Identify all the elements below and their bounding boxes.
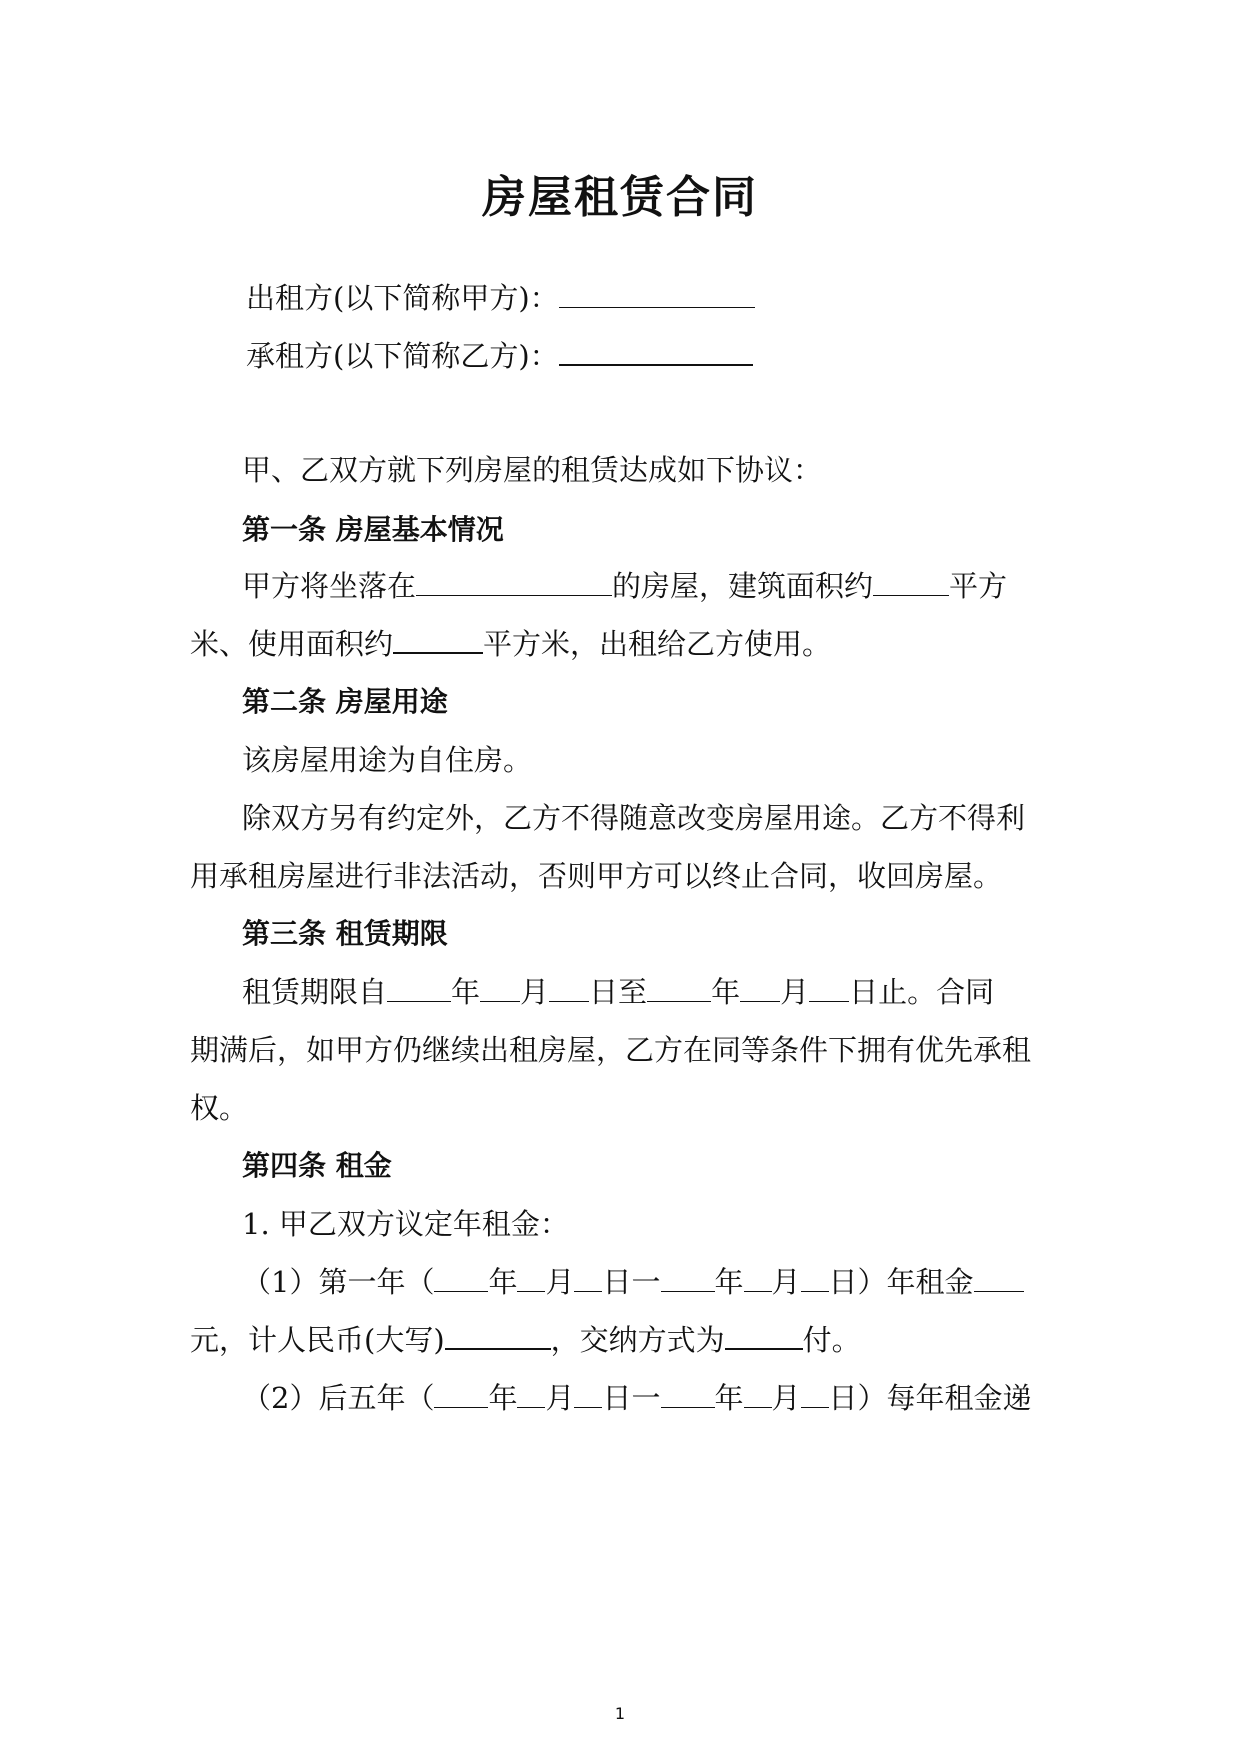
text-segment: 日一: [602, 1265, 661, 1299]
document-title: 房屋租赁合同: [482, 172, 758, 223]
lessee-blank[interactable]: [559, 334, 753, 366]
article2-heading: 第二条 房屋用途: [242, 685, 448, 718]
text-segment: 年: [451, 975, 481, 1009]
payment-method-blank[interactable]: [725, 1318, 803, 1350]
rent-start-day-blank[interactable]: [574, 1261, 602, 1292]
lessee-label: 承租方(以下简称乙方)：: [246, 339, 559, 373]
lessee-line: [246, 334, 1126, 378]
text-segment: 月: [520, 975, 550, 1009]
article4-heading: 第四条 租金: [242, 1149, 392, 1182]
text-segment: （2）后五年（: [242, 1381, 435, 1415]
text-segment: 日止。合同: [849, 975, 995, 1009]
intro-text: 甲、乙双方就下列房屋的租赁达成如下协议：: [242, 453, 823, 487]
text-segment: 租赁期限自: [242, 975, 388, 1009]
annual-rent-blank[interactable]: [974, 1261, 1024, 1292]
start-day-blank[interactable]: [549, 971, 589, 1002]
rent-end-year-blank[interactable]: [661, 1261, 715, 1292]
later-start-day-blank[interactable]: [574, 1377, 602, 1408]
lessor-label: 出租方(以下简称甲方)：: [246, 281, 559, 315]
text-segment: 月: [780, 975, 810, 1009]
later-start-month-blank[interactable]: [517, 1377, 545, 1408]
text-segment: 甲方将坐落在: [242, 569, 417, 603]
text-segment: 付。: [802, 1323, 861, 1357]
article2-p1: 该房屋用途为自住房。: [242, 743, 533, 777]
article2-p2-line1: 除双方另有约定外，乙方不得随意改变房屋用途。乙方不得利: [242, 801, 1026, 835]
lessor-line: [246, 276, 1126, 320]
page-number: 1: [614, 1704, 626, 1723]
text-segment: 的房屋，建筑面积约: [612, 569, 874, 603]
text-segment: 年: [488, 1381, 518, 1415]
text-segment: 年: [488, 1265, 518, 1299]
rent-start-year-blank[interactable]: [434, 1261, 488, 1292]
rent-start-month-blank[interactable]: [517, 1261, 545, 1292]
text-segment: 平方米，出租给乙方使用。: [483, 627, 832, 661]
article4-item1-line2: [190, 1318, 1070, 1362]
later-end-month-blank[interactable]: [744, 1377, 772, 1408]
article3-line2: 期满后，如甲方仍继续出租房屋，乙方在同等条件下拥有优先承租: [190, 1033, 1032, 1067]
later-start-year-blank[interactable]: [434, 1377, 488, 1408]
location-blank[interactable]: [416, 565, 612, 596]
start-month-blank[interactable]: [480, 971, 520, 1002]
usable-area-blank[interactable]: [393, 622, 483, 654]
rent-end-month-blank[interactable]: [744, 1261, 772, 1292]
article4-item1: 1. 甲乙双方议定年租金：: [242, 1207, 569, 1241]
later-end-day-blank[interactable]: [801, 1377, 829, 1408]
text-segment: ，交纳方式为: [550, 1323, 725, 1357]
text-segment: 月: [545, 1381, 575, 1415]
later-end-year-blank[interactable]: [661, 1377, 715, 1408]
article4-item1-line1: [242, 1260, 1122, 1304]
text-segment: 年: [714, 1265, 744, 1299]
article3-heading: 第三条 租赁期限: [242, 917, 448, 950]
building-area-blank[interactable]: [873, 565, 949, 596]
rent-capital-blank[interactable]: [445, 1318, 551, 1350]
text-segment: 日一: [602, 1381, 661, 1415]
article2-p2-line2: 用承租房屋进行非法活动，否则甲方可以终止合同，收回房屋。: [190, 859, 1003, 893]
end-month-blank[interactable]: [740, 971, 780, 1002]
end-day-blank[interactable]: [809, 971, 849, 1002]
text-segment: 月: [771, 1265, 801, 1299]
text-segment: 平方: [949, 569, 1008, 603]
text-segment: 年: [711, 975, 741, 1009]
text-segment: （1）第一年（: [242, 1265, 435, 1299]
article3-line1: [242, 970, 1122, 1014]
text-segment: 元，计人民币(大写): [190, 1323, 445, 1357]
rent-end-day-blank[interactable]: [801, 1261, 829, 1292]
article1-line2: [190, 622, 1070, 666]
text-segment: 日）年租金: [828, 1265, 974, 1299]
text-segment: 月: [771, 1381, 801, 1415]
start-year-blank[interactable]: [387, 971, 451, 1002]
article4-item2-line1: [242, 1376, 1122, 1420]
article3-line3: 权。: [190, 1091, 249, 1125]
lessor-blank[interactable]: [559, 277, 755, 308]
text-segment: 日）每年租金递: [828, 1381, 1032, 1415]
end-year-blank[interactable]: [647, 971, 711, 1002]
article1-heading: 第一条 房屋基本情况: [242, 513, 504, 546]
article1-line1: [242, 564, 1122, 608]
text-segment: 月: [545, 1265, 575, 1299]
text-segment: 日至: [589, 975, 648, 1009]
text-segment: 年: [714, 1381, 744, 1415]
text-segment: 米、使用面积约: [190, 627, 394, 661]
